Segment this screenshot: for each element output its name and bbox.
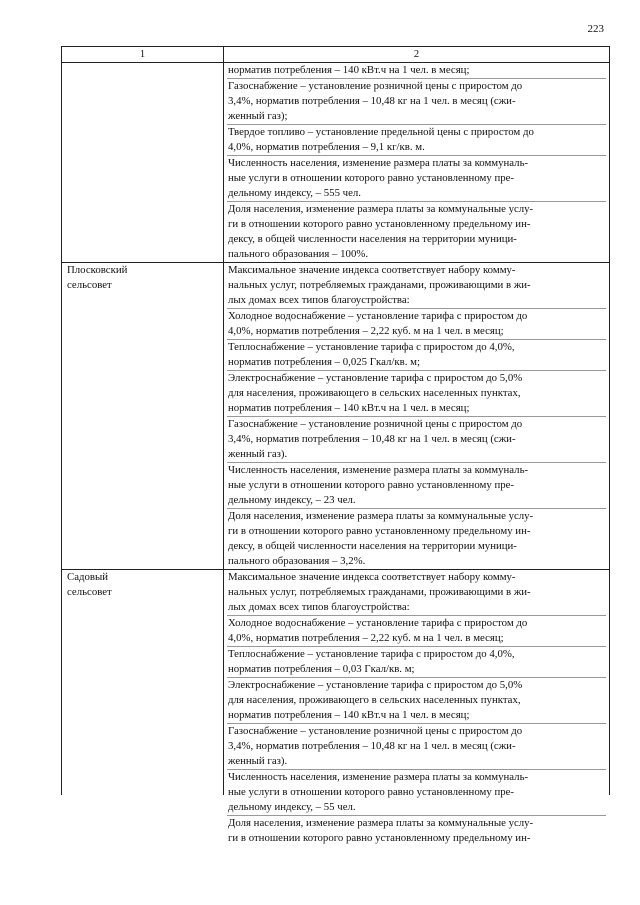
tariff-index-table — [61, 46, 610, 844]
paragraph: Газоснабжение – установление розничной цены с приростом до 3,4%, норматив потребления – 10,48 кг на 1 чел. в месяц (сжи- женный газ). — [227, 416, 606, 462]
table-row — [62, 63, 610, 263]
paragraph: Холодное водоснабжение – установление тарифа с приростом до 4,0%, норматив потребления – 2,22 куб. м на 1 чел. в месяц; — [227, 615, 606, 646]
paragraph: Доля населения, изменение размера платы за коммунальные услу- ги в отношении которого равно установленному предельному ин- дексу, в общей численности населения на территории муници- пального образования – 100%. — [227, 201, 606, 262]
paragraph: норматив потребления – 140 кВт.ч на 1 чел. в месяц; — [228, 64, 470, 76]
paragraph: Численность населения, изменение размера платы за коммуналь- ные услуги в отношении которого равно установленному пре- дельному индексу, – 55 чел. — [227, 769, 606, 815]
region-cell — [62, 263, 224, 570]
description-cell — [224, 263, 610, 570]
page-number: 223 — [587, 23, 604, 35]
paragraph: Численность населения, изменение размера платы за коммуналь- ные услуги в отношении которого равно установленному пре- дельному индексу, – 23 чел. — [227, 462, 606, 508]
paragraph: Электроснабжение – установление тарифа с приростом до 5,0% для населения, проживающего в сельских населенных пунктах, норматив потребления – 140 кВт.ч на 1 чел. в месяц; — [227, 677, 606, 723]
paragraph: Газоснабжение – установление розничной цены с приростом до 3,4%, норматив потребления – 10,48 кг на 1 чел. в месяц (сжи- женный газ). — [227, 723, 606, 769]
paragraph: Максимальное значение индекса соответствует набору комму- нальных услуг, потребляемых гражданами, проживающими в жи- лых домах всех типов благоустройства: — [228, 264, 531, 306]
table-row — [62, 263, 610, 570]
paragraph: Твердое топливо – установление предельной цены с приростом до 4,0%, норматив потребления – 9,1 кг/кв. м. — [227, 124, 606, 155]
column-header-2: 2 — [224, 47, 610, 63]
paragraph: Доля населения, изменение размера платы за коммунальные услу- ги в отношении которого равно установленному предельному ин- дексу, в общей численности населения на территории муници- пального образования – 3,2%. — [227, 508, 606, 569]
paragraph: Холодное водоснабжение – установление тарифа с приростом до 4,0%, норматив потребления – 2,22 куб. м на 1 чел. в месяц; — [227, 308, 606, 339]
region-cell — [62, 63, 224, 263]
paragraph: Теплоснабжение – установление тарифа с приростом до 4,0%, норматив потребления – 0,03 Гкал/кв. м; — [227, 646, 606, 677]
paragraph: Электроснабжение – установление тарифа с приростом до 5,0% для населения, проживающего в сельских населенных пунктах, норматив потребления – 140 кВт.ч на 1 чел. в месяц; — [227, 370, 606, 416]
region-cell — [62, 570, 224, 796]
region-name: Плосковский сельсовет — [67, 264, 128, 291]
paragraph: Теплоснабжение – установление тарифа с приростом до 4,0%, норматив потребления – 0,025 Гкал/кв. м; — [227, 339, 606, 370]
paragraph: Газоснабжение – установление розничной цены с приростом до 3,4%, норматив потребления – 10,48 кг на 1 чел. в месяц (сжи- женный газ); — [227, 78, 606, 124]
paragraph: Численность населения, изменение размера платы за коммуналь- ные услуги в отношении которого равно установленному пре- дельному индексу, – 555 чел. — [227, 155, 606, 201]
paragraph: Максимальное значение индекса соответствует набору комму- нальных услуг, потребляемых гражданами, проживающими в жи- лых домах всех типов благоустройства: — [228, 571, 531, 613]
region-name: Садовый сельсовет — [67, 571, 112, 598]
column-header-1: 1 — [62, 47, 224, 63]
table-header-row — [62, 47, 610, 63]
description-cell — [224, 63, 610, 263]
description-cell — [224, 570, 610, 844]
table-row — [62, 570, 610, 796]
paragraph: Доля населения, изменение размера платы за коммунальные услу- ги в отношении которого равно установленному предельному ин- — [227, 815, 606, 846]
